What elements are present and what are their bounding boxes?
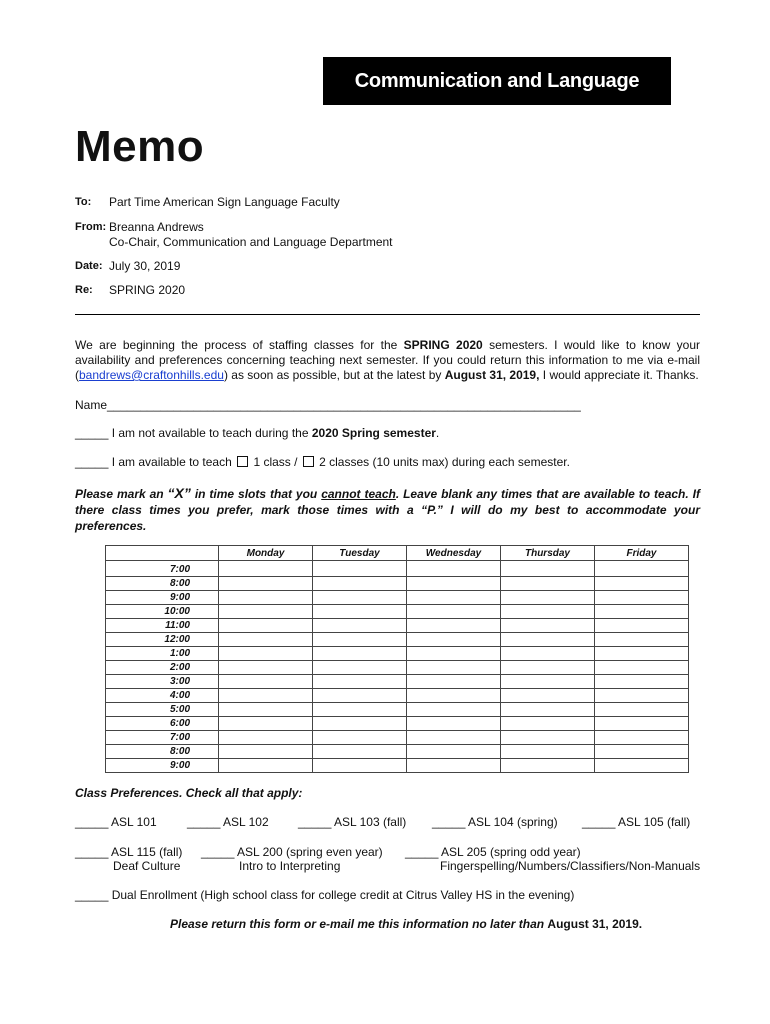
slot-cell-tuesday[interactable] <box>313 717 407 731</box>
return-text: Please return this form or e-mail me this information no later than <box>170 917 548 931</box>
pref-asl101[interactable]: _____ ASL 101 <box>75 815 157 829</box>
slot-cell-monday[interactable] <box>219 561 313 577</box>
intro-text-3: ) as soon as possible, but at the latest by <box>223 368 445 382</box>
not-available-line <box>75 426 439 441</box>
table-row <box>106 633 689 647</box>
day-header: Friday <box>595 546 689 561</box>
slot-cell-monday[interactable] <box>219 661 313 675</box>
table-row <box>106 647 689 661</box>
available-text-1: _____ I am available to teach <box>75 455 236 469</box>
slot-cell-friday[interactable] <box>595 577 689 591</box>
day-header: Thursday <box>501 546 595 561</box>
department-header-label: Communication and Language <box>354 69 640 92</box>
date-value: July 30, 2019 <box>109 259 181 273</box>
slot-cell-monday[interactable] <box>219 745 313 759</box>
slot-cell-wednesday[interactable] <box>407 745 501 759</box>
slot-cell-tuesday[interactable] <box>313 759 407 773</box>
slot-cell-tuesday[interactable] <box>313 689 407 703</box>
slot-cell-friday[interactable] <box>595 703 689 717</box>
slot-cell-tuesday[interactable] <box>313 591 407 605</box>
from-name: Breanna Andrews <box>109 220 204 234</box>
one-class-checkbox[interactable] <box>237 456 248 467</box>
intro-text-4: I would appreciate it. Thanks. <box>539 368 699 382</box>
slot-cell-wednesday[interactable] <box>407 675 501 689</box>
slot-cell-wednesday[interactable] <box>407 759 501 773</box>
time-slot-label: 12:00 <box>106 633 219 647</box>
table-row <box>106 577 689 591</box>
return-notice <box>170 916 642 932</box>
table-row <box>106 745 689 759</box>
slot-cell-wednesday[interactable] <box>407 591 501 605</box>
slot-cell-thursday[interactable] <box>501 577 595 591</box>
slot-cell-wednesday[interactable] <box>407 703 501 717</box>
slot-cell-friday[interactable] <box>595 619 689 633</box>
slot-cell-thursday[interactable] <box>501 731 595 745</box>
slot-cell-thursday[interactable] <box>501 619 595 633</box>
date-label: Date: <box>75 260 103 272</box>
slot-cell-tuesday[interactable] <box>313 619 407 633</box>
instr-text-2: in time slots that you <box>190 487 322 501</box>
slot-cell-wednesday[interactable] <box>407 619 501 633</box>
slot-cell-monday[interactable] <box>219 717 313 731</box>
instr-text-3: . Leave blank any times that are available to teach. If there class times you prefer, mark those times with a “P.” I will do my best to accommodate your preferences. <box>75 487 700 533</box>
slot-cell-monday[interactable] <box>219 577 313 591</box>
table-row <box>106 619 689 633</box>
table-row <box>106 717 689 731</box>
slot-cell-wednesday[interactable] <box>407 605 501 619</box>
pref-asl104[interactable]: _____ ASL 104 (spring) <box>432 815 558 829</box>
time-slot-label: 7:00 <box>106 561 219 577</box>
email-link[interactable]: bandrews@craftonhills.edu <box>79 368 224 382</box>
pref-asl115-subtitle: Deaf Culture <box>113 859 181 873</box>
slot-cell-wednesday[interactable] <box>407 633 501 647</box>
table-row <box>106 605 689 619</box>
table-row <box>106 703 689 717</box>
available-text-2: 1 class / <box>250 455 301 469</box>
availability-table <box>105 545 689 773</box>
slot-cell-thursday[interactable] <box>501 591 595 605</box>
slot-cell-wednesday[interactable] <box>407 731 501 745</box>
slot-cell-friday[interactable] <box>595 759 689 773</box>
time-slot-label: 8:00 <box>106 745 219 759</box>
slot-cell-tuesday[interactable] <box>313 745 407 759</box>
time-slot-label: 8:00 <box>106 577 219 591</box>
time-slot-label: 10:00 <box>106 605 219 619</box>
pref-asl205[interactable]: _____ ASL 205 (spring odd year) <box>405 845 581 859</box>
day-header: Tuesday <box>313 546 407 561</box>
preferences-heading: Class Preferences. Check all that apply: <box>75 786 303 800</box>
two-classes-checkbox[interactable] <box>303 456 314 467</box>
slot-cell-wednesday[interactable] <box>407 661 501 675</box>
slot-cell-friday[interactable] <box>595 661 689 675</box>
time-slot-label: 2:00 <box>106 661 219 675</box>
pref-dual-enrollment[interactable]: _____ Dual Enrollment (High school class for college credit at Citrus Valley HS in the evening) <box>75 888 575 902</box>
pref-asl200[interactable]: _____ ASL 200 (spring even year) <box>201 845 383 859</box>
slot-cell-tuesday[interactable] <box>313 605 407 619</box>
slot-cell-wednesday[interactable] <box>407 647 501 661</box>
intro-term: SPRING 2020 <box>403 338 483 352</box>
instructions <box>75 485 700 534</box>
slot-cell-monday[interactable] <box>219 591 313 605</box>
time-slot-label: 5:00 <box>106 703 219 717</box>
slot-cell-thursday[interactable] <box>501 647 595 661</box>
time-slot-label: 6:00 <box>106 717 219 731</box>
slot-cell-friday[interactable] <box>595 561 689 577</box>
return-date: August 31, 2019. <box>547 917 643 931</box>
slot-cell-friday[interactable] <box>595 675 689 689</box>
table-row <box>106 661 689 675</box>
slot-cell-tuesday[interactable] <box>313 647 407 661</box>
instr-cannot-teach: cannot teach <box>321 487 396 501</box>
intro-text-2: semesters. I would like to know your availability and preferences concerning teaching next semester. If you could return this information to me via e-mail ( <box>75 338 700 382</box>
slot-cell-friday[interactable] <box>595 745 689 759</box>
slot-cell-friday[interactable] <box>595 731 689 745</box>
slot-cell-monday[interactable] <box>219 605 313 619</box>
intro-deadline: August 31, 2019, <box>444 368 540 382</box>
slot-cell-friday[interactable] <box>595 647 689 661</box>
time-slot-label: 9:00 <box>106 759 219 773</box>
slot-cell-thursday[interactable] <box>501 759 595 773</box>
instr-x: “X” <box>167 485 191 501</box>
slot-cell-thursday[interactable] <box>501 561 595 577</box>
day-header: Wednesday <box>407 546 501 561</box>
available-text-3: 2 classes (10 units max) during each semester. <box>315 455 570 469</box>
slot-cell-monday[interactable] <box>219 689 313 703</box>
to-label: To: <box>75 196 92 208</box>
slot-cell-thursday[interactable] <box>501 745 595 759</box>
instr-text-1: Please mark an <box>75 487 168 501</box>
slot-cell-thursday[interactable] <box>501 633 595 647</box>
slot-cell-monday[interactable] <box>219 619 313 633</box>
table-row <box>106 591 689 605</box>
re-value: SPRING 2020 <box>109 283 186 297</box>
slot-cell-thursday[interactable] <box>501 661 595 675</box>
slot-cell-tuesday[interactable] <box>313 561 407 577</box>
slot-cell-thursday[interactable] <box>501 605 595 619</box>
slot-cell-wednesday[interactable] <box>407 561 501 577</box>
pref-asl115[interactable]: _____ ASL 115 (fall) <box>75 845 183 859</box>
intro-text-1: We are beginning the process of staffing classes for the <box>75 338 404 352</box>
department-header <box>323 57 671 105</box>
slot-cell-thursday[interactable] <box>501 689 595 703</box>
time-slot-label: 3:00 <box>106 675 219 689</box>
slot-cell-wednesday[interactable] <box>407 577 501 591</box>
time-slot-label: 7:00 <box>106 731 219 745</box>
table-row <box>106 689 689 703</box>
slot-cell-friday[interactable] <box>595 689 689 703</box>
table-header-row <box>106 546 689 561</box>
memo-title: Memo <box>75 122 205 171</box>
slot-cell-tuesday[interactable] <box>313 675 407 689</box>
slot-cell-thursday[interactable] <box>501 703 595 717</box>
re-label: Re: <box>75 284 93 296</box>
from-title: Co-Chair, Communication and Language Department <box>109 235 393 249</box>
table-row <box>106 561 689 577</box>
slot-cell-tuesday[interactable] <box>313 633 407 647</box>
intro-paragraph <box>75 338 700 383</box>
to-value: Part Time American Sign Language Faculty <box>109 195 340 209</box>
time-slot-label: 11:00 <box>106 619 219 633</box>
slot-cell-tuesday[interactable] <box>313 731 407 745</box>
from-label: From: <box>75 221 107 233</box>
pref-asl105[interactable]: _____ ASL 105 (fall) <box>582 815 691 829</box>
day-header: Monday <box>219 546 313 561</box>
not-available-text: _____ I am not available to teach during the <box>75 426 312 440</box>
not-available-term: 2020 Spring semester <box>311 426 436 440</box>
slot-cell-friday[interactable] <box>595 605 689 619</box>
time-column-header <box>106 546 219 561</box>
available-line <box>75 455 570 470</box>
time-slot-label: 9:00 <box>106 591 219 605</box>
time-slot-label: 4:00 <box>106 689 219 703</box>
slot-cell-friday[interactable] <box>595 633 689 647</box>
slot-cell-monday[interactable] <box>219 759 313 773</box>
pref-asl205-subtitle: Fingerspelling/Numbers/Classifiers/Non-Manuals <box>440 859 701 873</box>
time-slot-label: 1:00 <box>106 647 219 661</box>
pref-asl103[interactable]: _____ ASL 103 (fall) <box>298 815 407 829</box>
slot-cell-tuesday[interactable] <box>313 703 407 717</box>
slot-cell-thursday[interactable] <box>501 675 595 689</box>
table-row <box>106 731 689 745</box>
slot-cell-monday[interactable] <box>219 633 313 647</box>
slot-cell-tuesday[interactable] <box>313 661 407 675</box>
name-line[interactable]: Name_______________________________________________________________________ <box>75 398 581 412</box>
header-divider <box>75 314 700 315</box>
not-available-period: . <box>435 426 440 440</box>
slot-cell-friday[interactable] <box>595 591 689 605</box>
slot-cell-monday[interactable] <box>219 647 313 661</box>
pref-asl200-subtitle: Intro to Interpreting <box>239 859 341 873</box>
slot-cell-friday[interactable] <box>595 717 689 731</box>
pref-asl102[interactable]: _____ ASL 102 <box>187 815 269 829</box>
slot-cell-monday[interactable] <box>219 703 313 717</box>
slot-cell-thursday[interactable] <box>501 717 595 731</box>
table-row <box>106 759 689 773</box>
slot-cell-wednesday[interactable] <box>407 689 501 703</box>
table-row <box>106 675 689 689</box>
slot-cell-tuesday[interactable] <box>313 577 407 591</box>
slot-cell-monday[interactable] <box>219 731 313 745</box>
slot-cell-wednesday[interactable] <box>407 717 501 731</box>
slot-cell-monday[interactable] <box>219 675 313 689</box>
